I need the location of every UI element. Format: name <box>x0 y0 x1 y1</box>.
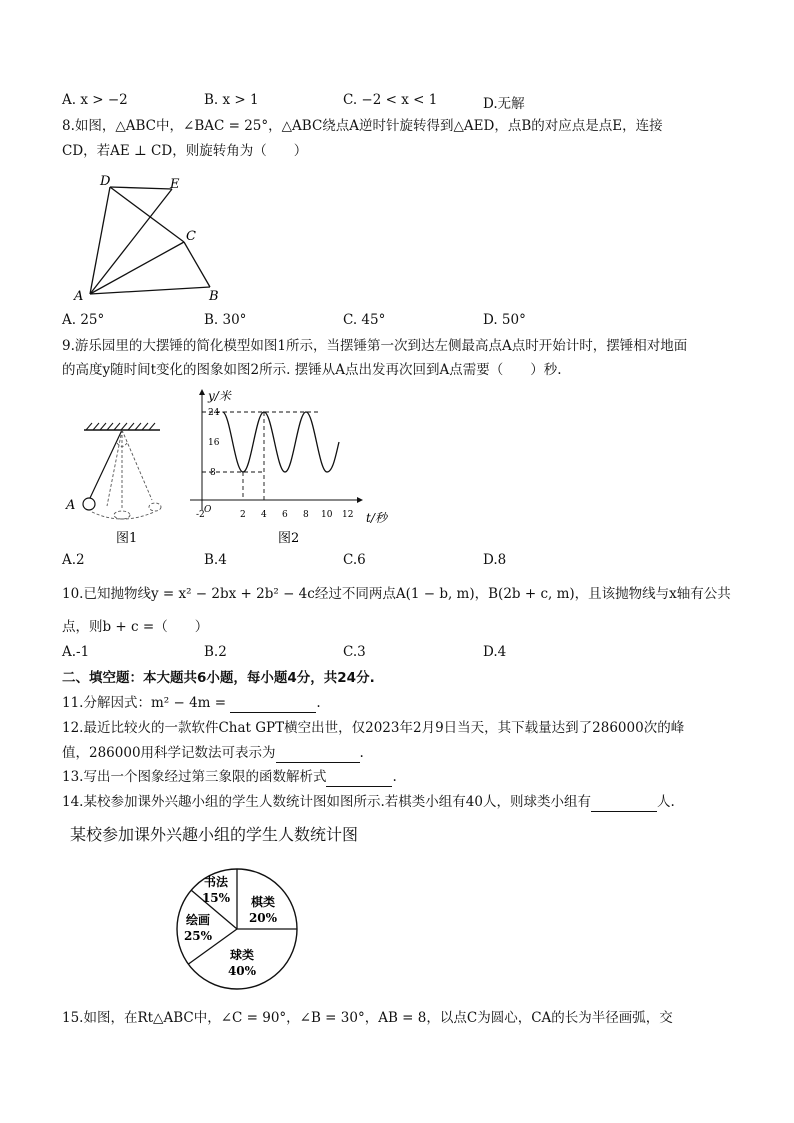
q7-option-a: A. x > −2 <box>62 92 128 108</box>
q9-y-tick-16: 16 <box>208 438 220 448</box>
q9-option-b: B.4 <box>204 552 227 568</box>
q9-height-time-graph <box>186 386 406 550</box>
q10-option-b: B.2 <box>204 644 227 660</box>
pie-pct-shufa: 15% <box>201 891 231 905</box>
q9-x-tick-neg2: -2 <box>196 510 205 520</box>
q8-label-d: D <box>100 174 111 189</box>
q13-stem: 13.写出一个图象经过第三象限的函数解析式 <box>62 769 327 785</box>
pie-chart-title: 某校参加课外兴趣小组的学生人数统计图 <box>70 825 359 844</box>
q14-tail: 人. <box>656 794 675 810</box>
q11-answer-blank[interactable] <box>230 698 316 713</box>
q13-tail: . <box>392 769 397 785</box>
q10-stem-line1: 10.已知抛物线y = x² − 2bx + 2b² − 4c经过不同两点A(1 − b, m)，B(2b + c, m)，且该抛物线与x轴有公共 <box>62 586 731 602</box>
q14-line <box>62 792 675 812</box>
q8-option-d: D. 50° <box>483 312 526 328</box>
q9-stem-line1: 9.游乐园里的大摆锤的简化模型如图1所示，当摆锤第一次到达左侧最高点A点时开始计时，摆锤相对地面 <box>62 338 688 354</box>
q11-stem: 11.分解因式：m² − 4m = <box>62 695 227 711</box>
pie-chart <box>170 862 304 996</box>
q8-label-a: A <box>74 289 84 304</box>
q9-x-tick-6: 6 <box>282 510 288 520</box>
q8-label-b: B <box>209 289 219 304</box>
q9-y-axis-label: y/米 <box>208 389 231 403</box>
q9-fig1-caption: 图1 <box>116 531 138 546</box>
q9-stem-line2: 的高度y随时间t变化的图象如图2所示. 摆锤从A点出发再次回到A点需要（ ）秒. <box>62 362 562 378</box>
q9-y-tick-8: 8 <box>210 468 216 478</box>
q10-option-a: A.-1 <box>62 644 90 660</box>
q8-triangle-figure <box>62 172 242 312</box>
q10-option-d: D.4 <box>483 644 507 660</box>
q8-option-a: A. 25° <box>62 312 105 328</box>
q10-stem-line2: 点，则b + c =（ ） <box>62 619 209 635</box>
pie-label-shufa: 书法 <box>203 875 229 889</box>
q7-option-c: C. −2 < x < 1 <box>343 92 438 108</box>
q11-tail: . <box>316 695 321 711</box>
q9-x-tick-12: 12 <box>342 510 354 520</box>
q13-answer-blank[interactable] <box>326 772 392 787</box>
q12-answer-blank[interactable] <box>276 748 360 763</box>
q15-stem-line1: 15.如图，在Rt△ABC中，∠C = 90°，∠B = 30°，AB = 8，以点C为圆心，CA的长为半径画弧，交 <box>62 1010 673 1026</box>
q8-option-b: B. 30° <box>204 312 247 328</box>
q8-option-c: C. 45° <box>343 312 386 328</box>
section2-heading: 二、填空题：本大题共6小题，每小题4分，共24分. <box>62 670 375 686</box>
q8-label-c: C <box>186 229 196 244</box>
q9-fig2-caption: 图2 <box>278 531 300 546</box>
q9-x-tick-2: 2 <box>240 510 246 520</box>
q9-x-tick-10: 10 <box>321 510 333 520</box>
q7-option-d: D.无解 <box>483 96 525 112</box>
q9-option-d: D.8 <box>483 552 507 568</box>
q8-label-e: E <box>170 177 180 192</box>
q12-tail: . <box>359 745 364 761</box>
q11-line <box>62 693 321 713</box>
q9-fig1-point-a: A <box>66 498 76 513</box>
q9-y-tick-24: 24 <box>208 408 220 418</box>
pie-label-qilei: 棋类 <box>250 895 276 909</box>
q9-option-a: A.2 <box>62 552 85 568</box>
q12-stem-line2: 值，286000用科学记数法可表示为 <box>62 745 276 761</box>
q14-answer-blank[interactable] <box>591 797 657 812</box>
pie-label-qiulei: 球类 <box>229 948 255 962</box>
q8-stem-line2: CD，若AE ⊥ CD，则旋转角为（ ） <box>62 143 308 159</box>
q12-stem-line1: 12.最近比较火的一款软件Chat GPT横空出世，仅2023年2月9日当天，其下载量达到了286000次的峰 <box>62 720 685 736</box>
q9-option-c: C.6 <box>343 552 366 568</box>
q9-x-tick-4: 4 <box>261 510 267 520</box>
pie-label-huihua: 绘画 <box>185 913 211 927</box>
pie-pct-qiulei: 40% <box>227 964 257 978</box>
q9-x-axis-label: t/秒 <box>366 511 387 525</box>
q14-stem: 14.某校参加课外兴趣小组的学生人数统计图如图所示.若棋类小组有40人，则球类小组有 <box>62 794 591 810</box>
q7-option-b: B. x > 1 <box>204 92 259 108</box>
q10-option-c: C.3 <box>343 644 366 660</box>
q8-stem-line1: 8.如图，△ABC中，∠BAC = 25°，△ABC绕点A逆时针旋转得到△AED，点B的对应点是点E，连接 <box>62 118 663 134</box>
q13-line <box>62 767 397 787</box>
pie-pct-qilei: 20% <box>248 911 278 925</box>
q9-origin-label: O <box>204 505 212 515</box>
pie-pct-huihua: 25% <box>183 929 213 943</box>
q9-x-tick-8: 8 <box>303 510 309 520</box>
q12-line2 <box>62 743 364 763</box>
q9-pendulum-figure <box>62 418 182 548</box>
